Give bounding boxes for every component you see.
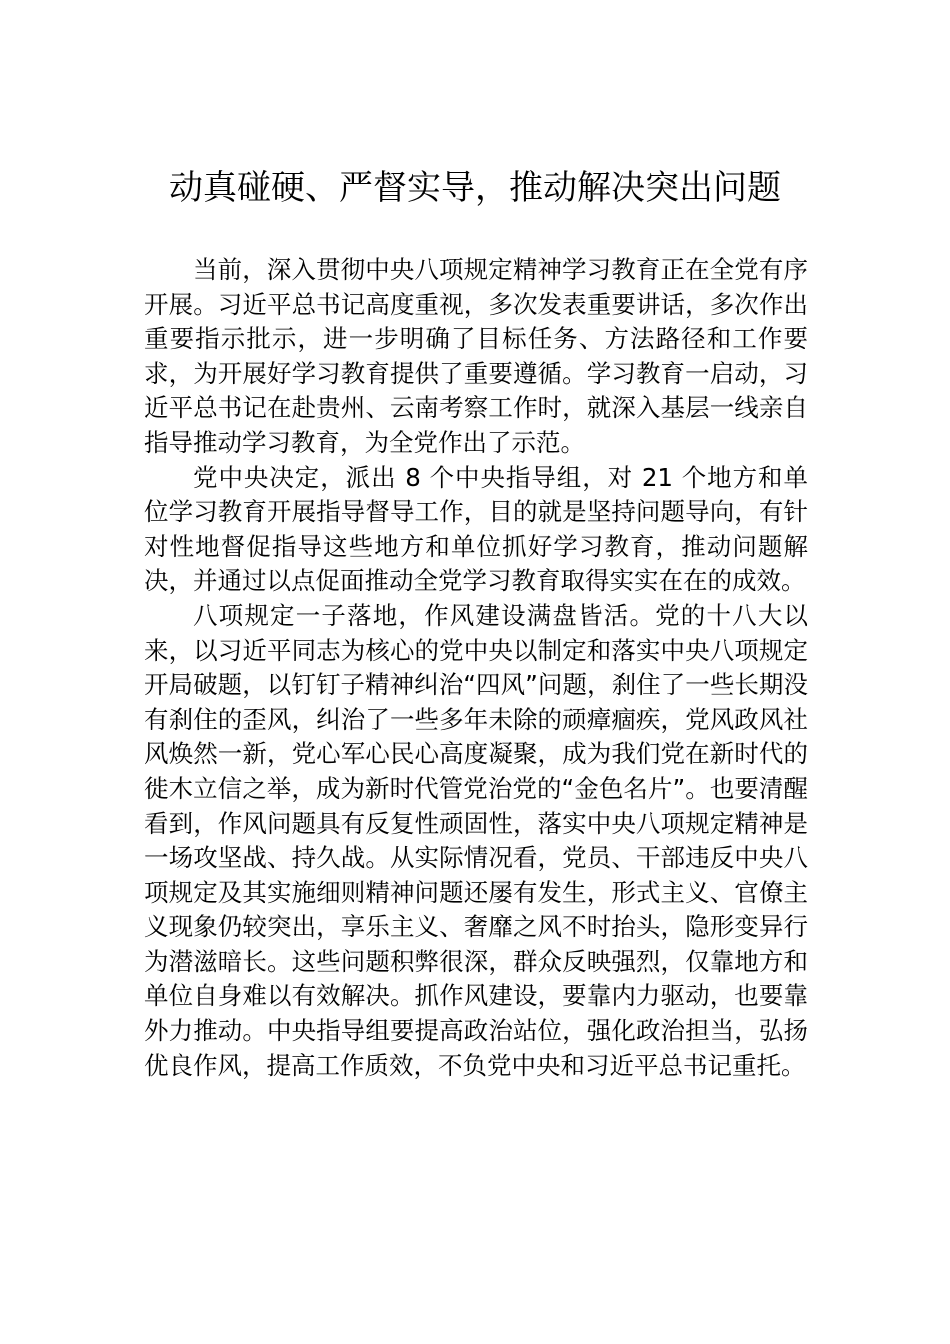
paragraph: 党中央决定，派出 8 个中央指导组，对 21 个地方和单位学习教育开展指导督导工作，目的就是坚持问题导向，有针对性地督促指导这些地方和单位抓好学习教育，推动问题解决，并通过以点促面推动全党学习教育取得实实在在的成效。 <box>144 462 808 596</box>
document-title: 动真碰硬、严督实导，推动解决突出问题 <box>169 168 781 208</box>
document-body <box>144 253 808 1083</box>
paragraph: 八项规定一子落地，作风建设满盘皆活。党的十八大以来，以习近平同志为核心的党中央以制定和落实中央八项规定开局破题，以钉钉子精神纠治“四风”问题，刹住了一些长期没有刹住的歪风，纠治了一些多年未除的顽瘴痼疾，党风政风社风焕然一新，党心军心民心高度凝聚，成为我们党在新时代的徙木立信之举，成为新时代管党治党的“金色名片”。也要清醒看到，作风问题具有反复性顽固性，落实中央八项规定精神是一场攻坚战、持久战。从实际情况看，党员、干部违反中央八项规定及其实施细则精神问题还屡有发生，形式主义、官僚主义现象仍较突出，享乐主义、奢靡之风不时抬头，隐形变异行为潜滋暗长。这些问题积弊很深，群众反映强烈，仅靠地方和单位自身难以有效解决。抓作风建设，要靠内力驱动，也要靠外力推动。中央指导组要提高政治站位，强化政治担当，弘扬优良作风，提高工作质效，不负党中央和习近平总书记重托。 <box>144 600 808 1080</box>
paragraph: 当前，深入贯彻中央八项规定精神学习教育正在全党有序开展。习近平总书记高度重视，多次发表重要讲话，多次作出重要指示批示，进一步明确了目标任务、方法路径和工作要求，为开展好学习教育提供了重要遵循。学习教育一启动，习近平总书记在赴贵州、云南考察工作时，就深入基层一线亲自指导推动学习教育，为全党作出了示范。 <box>144 255 808 457</box>
